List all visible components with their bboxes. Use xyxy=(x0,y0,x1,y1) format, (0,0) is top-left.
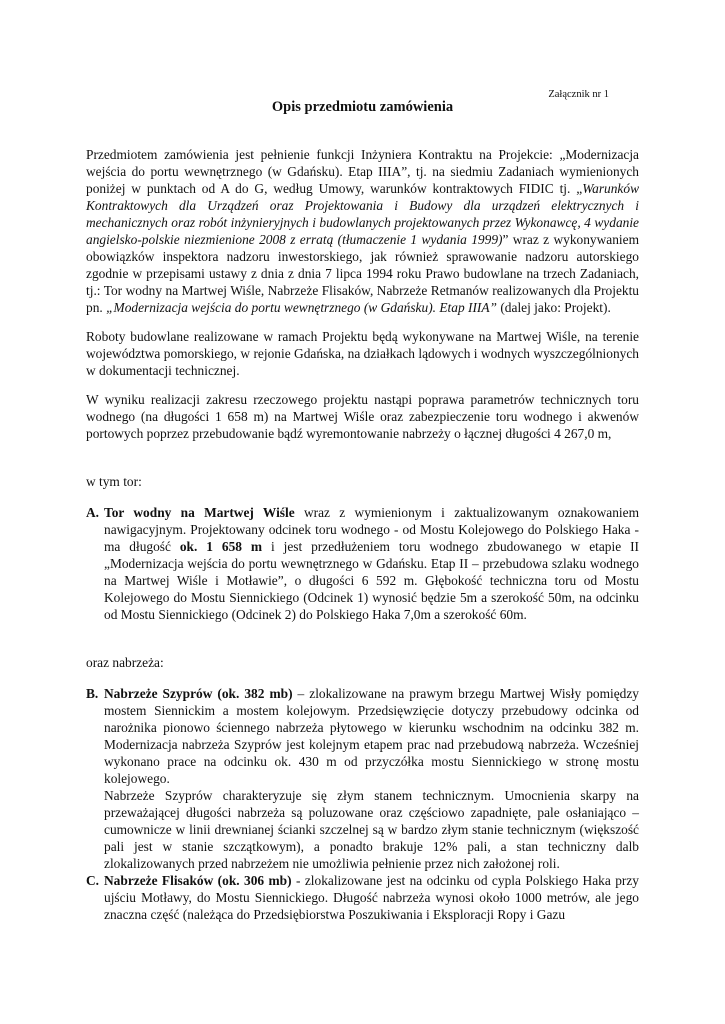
document-title: Opis przedmiotu zamówienia xyxy=(271,99,454,115)
list-item-c xyxy=(86,872,639,923)
list-item-content: Nabrzeże Flisaków (ok. 306 mb) - zlokalizowane jest na odcinku od cypla Polskiego Haka przy ujściu Motławy, do Mostu Siennickiego. Długość nabrzeża wynosi około 1000 metrów, ale jego znaczna część (należąca do Przedsiębiorstwa Poszukiwania i Eksploracji Ropy i Gazu xyxy=(104,873,640,922)
intro-paragraph-2: Roboty budowlane realizowane w ramach Projektu będą wykonywane na Martwej Wiśle, na terenie województwa pomorskiego, w rejonie Gdańska, na działkach lądowych i wodnych wyszczególnionych w dokumentacji technicznej. xyxy=(86,329,639,378)
label-nabrzeza: oraz nabrzeża: xyxy=(86,655,164,670)
list-item-content: Nabrzeże Szyprów (ok. 382 mb) – zlokalizowane na prawym brzegu Martwej Wisły pomiędzy mostem Siennickim a mostem kolejowym. Przedsięwzięcie dotyczy przebudowy odcinka od narożnika pionowo ściennego nabrzeża płytowego w kierunku wschodnim na odcinku 382 m. Modernizacja nabrzeża Szyprów jest kolejnym etapem prac nad przebudową nabrzeża. Wcześniej wykonano prace na odcinku ok. 430 m od przyczółka mostu Siennickiego w stronę mostu kolejowego. Nabrzeże Szyprów charakteryzuje się złym stanem technicznym. Umocnienia skarpy na przeważającej długości nabrzeża są poluzowane oraz częściowo zapadnięte, pale osłaniająco – cumownicze w linii drewnianej ścianki szczelnej są w bardzo złym stanie technicznym (większość pali jest w stanie szczątkowym), a ponadto brakuje 12% pali, a stan techniczny dalb zlokalizowanych przed nabrzeżem nie umożliwia pełnienie przez nich założonej roli. xyxy=(104,686,639,871)
intro-paragraph-1: Przedmiotem zamówienia jest pełnienie funkcji Inżyniera Kontraktu na Projekcie: „Modernizacja wejścia do portu wewnętrznego (w Gdańsku). Etap IIIA”, tj. na siedmiu Zadaniach wymienionych poniżej w punktach od A do G, według Umowy, warunków kontraktowych FIDIC tj. „Warunków Kontraktowych dla Urządzeń oraz Projektowania i Budowy dla urządzeń elektrycznych i mechanicznych oraz robót inżynieryjnych i budowlanych projektowanych przez Wykonawcę, 4 wydanie angielsko-polskie niezmienione 2008 z erratą (tłumaczenie 1 wydania 1999)” wraz z wykonywaniem obowiązków inspektora nadzoru inwestorskiego, jak również sprawowanie nadzoru autorskiego zgodnie w przepisami ustawy z dnia z dnia 7 lipca 1994 roku Prawo budowlane na trzech Zadaniach, tj.: Tor wodny na Martwej Wiśle, Nabrzeże Flisaków, Nabrzeże Retmanów realizowanych dla Projektu pn. „Modernizacja wejścia do portu wewnętrznego (w Gdańsku). Etap IIIA” (dalej jako: Projekt). xyxy=(86,147,639,315)
list-marker: C. xyxy=(86,873,100,888)
intro-paragraph-3: W wyniku realizacji zakresu rzeczowego projektu nastąpi poprawa parametrów technicznych toru wodnego (na długości 1 658 m) na Martwej Wiśle oraz zabezpieczenie toru wodnego i akwenów portowych poprzez przebudowanie bądź wyremontowanie nabrzeży o łącznej długości 4 267,0 m, xyxy=(86,392,639,441)
label-tor: w tym tor: xyxy=(86,474,142,489)
list-marker: A. xyxy=(86,505,100,520)
annex-label: Załącznik nr 1 xyxy=(548,89,609,100)
list-marker: B. xyxy=(86,686,99,701)
list-item-a xyxy=(86,504,639,623)
document-body xyxy=(86,146,639,923)
list-item-b xyxy=(86,685,639,872)
list-item-content: Tor wodny na Martwej Wiśle wraz z wymienionym i zaktualizowanym oznakowaniem nawigacyjnym. Projektowany odcinek toru wodnego - od Mostu Kolejowego do Polskiego Haka - ma długość ok. 1 658 m i jest przedłużeniem toru wodnego zbudowanego w etapie II „Modernizacja wejścia do portu wewnętrznego w Gdańsku. Etap II – przebudowa szlaku wodnego na Martwej Wiśle i Motławie”, o długości 6 592 m. Głębokość technicznа toru od Mostu Kolejowego do Mostu Siennickiego (Odcinek 1) wynosić będzie 5m a szerokość 50m, na odcinku od Mostu Siennickiego (Odcinek 2) do Polskiego Haka 7,0m a szerokość 60m. xyxy=(104,505,640,622)
